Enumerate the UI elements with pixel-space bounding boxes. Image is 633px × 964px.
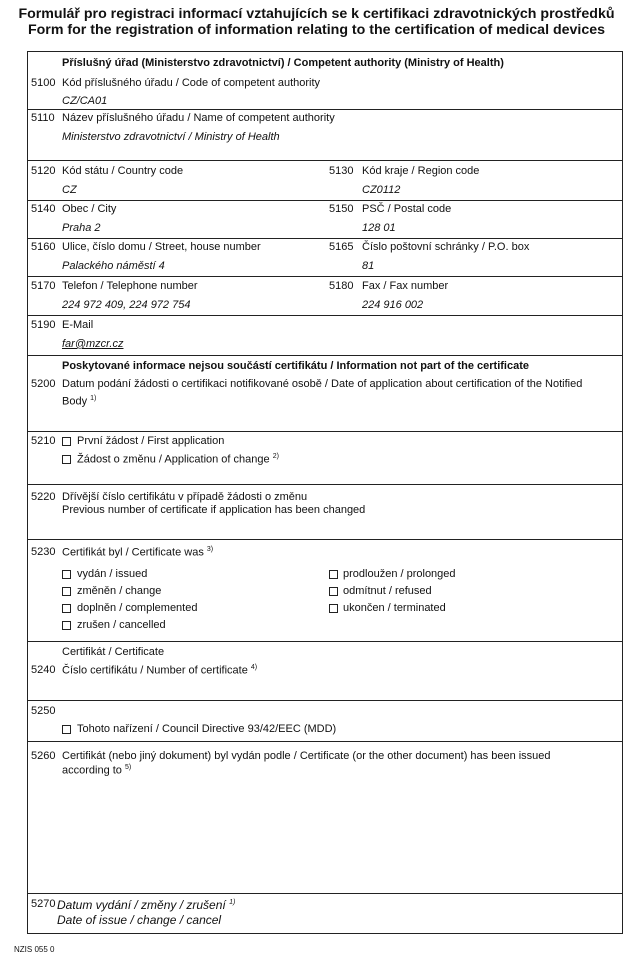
- field-value: Palackého náměstí 4: [62, 260, 165, 272]
- field-label: Číslo certifikátu / Number of certificate: [62, 664, 248, 677]
- row-divider: [27, 484, 623, 485]
- option-label: doplněn / complemented: [77, 602, 198, 614]
- field-value: Ministerstvo zdravotnictví / Ministry of Health: [62, 131, 280, 143]
- option-label: Tohoto nařízení / Council Directive 93/42/EEC (MDD): [77, 723, 337, 735]
- row-divider: [27, 160, 623, 161]
- field-code: 5140: [31, 203, 56, 215]
- checkbox[interactable]: [62, 455, 71, 464]
- email-value: far@mzcr.cz: [62, 338, 124, 350]
- field-label: Previous number of certificate if application has been changed: [62, 504, 366, 516]
- field-label: Datum vydání / změny / zrušení: [57, 898, 226, 912]
- form-code: NZIS 055 0: [14, 945, 55, 954]
- row-divider: [27, 109, 623, 110]
- field-label: Číslo poštovní schránky / P.O. box: [362, 241, 530, 253]
- footnote-ref: 4): [250, 664, 258, 671]
- field-code: 5210: [31, 435, 56, 447]
- field-label: Certifikát byl / Certificate was: [62, 546, 204, 559]
- field-label: Kód státu / Country code: [62, 165, 184, 177]
- field-label: Telefon / Telephone number: [62, 280, 198, 292]
- field-code: 5110: [31, 112, 55, 124]
- field-code: 5100: [31, 77, 56, 89]
- row-divider: [27, 700, 623, 701]
- field-value: 81: [362, 260, 375, 272]
- option-label: změněn / change: [77, 585, 162, 597]
- checkbox[interactable]: [62, 570, 71, 579]
- field-label: Ulice, číslo domu / Street, house number: [62, 241, 261, 253]
- row-divider: [27, 238, 623, 239]
- option-label: ukončen / terminated: [343, 602, 446, 614]
- option-label: zrušen / cancelled: [77, 619, 166, 631]
- field-label-wrap: [62, 664, 257, 677]
- field-label: Date of issue / change / cancel: [57, 913, 222, 927]
- field-label-wrap: [57, 898, 235, 912]
- field-label: Název příslušného úřadu / Name of competent authority: [62, 112, 335, 124]
- field-value: CZ0112: [362, 184, 401, 196]
- field-code: 5240: [31, 664, 56, 676]
- field-label: Kód příslušného úřadu / Code of competent authority: [62, 77, 321, 89]
- field-label-wrap: [62, 546, 213, 559]
- field-label: PSČ / Postal code: [362, 203, 452, 215]
- field-label-wrap: [62, 764, 131, 777]
- field-code: 5170: [31, 280, 56, 292]
- checkbox[interactable]: [62, 437, 71, 446]
- checkbox[interactable]: [329, 604, 338, 613]
- field-code: 5220: [31, 491, 56, 503]
- field-value: CZ/CA01: [62, 95, 108, 107]
- field-value: 128 01: [362, 222, 396, 234]
- option-label: Žádost o změnu / Application of change: [77, 453, 270, 466]
- field-value: Praha 2: [62, 222, 101, 234]
- field-label: E-Mail: [62, 319, 94, 331]
- form-title-en: Form for the registration of information relating to the certification of medical devices: [27, 22, 606, 38]
- field-label-part: Body: [62, 395, 88, 408]
- field-code: 5150: [329, 203, 354, 215]
- field-label: Certifikát (nebo jiný dokument) byl vydán podle / Certificate (or the other document) has been issued: [62, 750, 551, 762]
- info-heading: Poskytované informace nejsou součástí certifikátu / Information not part of the certificate: [62, 360, 529, 372]
- field-value: CZ: [62, 184, 77, 196]
- field-code: 5180: [329, 280, 354, 292]
- field-label: Obec / City: [62, 203, 117, 215]
- certificate-heading: Certifikát / Certificate: [62, 646, 165, 658]
- row-divider: [27, 355, 623, 356]
- checkbox[interactable]: [62, 621, 71, 630]
- option-label: odmítnut / refused: [343, 585, 432, 597]
- field-label: Kód kraje / Region code: [362, 165, 480, 177]
- row-divider: [27, 431, 623, 432]
- option-label: prodloužen / prolonged: [343, 568, 456, 580]
- field-code: 5200: [31, 378, 56, 390]
- row-divider: [27, 893, 623, 894]
- footnote-ref: 5): [125, 764, 132, 771]
- footnote-ref: 2): [272, 453, 279, 460]
- field-value: 224 972 409, 224 972 754: [62, 299, 191, 311]
- checkbox[interactable]: [62, 587, 71, 596]
- field-code: 5250: [31, 705, 56, 717]
- field-code: 5270: [31, 898, 56, 910]
- field-label: Fax / Fax number: [362, 280, 449, 292]
- row-divider: [27, 641, 623, 642]
- checkbox[interactable]: [329, 570, 338, 579]
- authority-heading: Příslušný úřad (Ministerstvo zdravotnictví) / Competent authority (Ministry of Health): [62, 57, 504, 69]
- field-label: Datum podání žádosti o certifikaci notifikované osobě / Date of application about certification of the Notified: [62, 378, 583, 390]
- option-label-wrap: [77, 453, 279, 466]
- field-code: 5160: [31, 241, 56, 253]
- field-code: 5260: [31, 750, 56, 762]
- row-divider: [27, 741, 623, 742]
- checkbox[interactable]: [329, 587, 338, 596]
- footnote-ref: 3): [206, 546, 214, 553]
- checkbox[interactable]: [62, 725, 71, 734]
- field-code: 5165: [329, 241, 354, 253]
- field-code: 5130: [329, 165, 354, 177]
- field-code: 5230: [31, 546, 56, 558]
- row-divider: [27, 200, 623, 201]
- option-label: vydán / issued: [77, 568, 148, 580]
- field-value: 224 916 002: [362, 299, 424, 311]
- row-divider: [27, 539, 623, 540]
- checkbox[interactable]: [62, 604, 71, 613]
- row-divider: [27, 315, 623, 316]
- field-label-cont: [62, 395, 96, 408]
- form-title-cz: Formulář pro registraci informací vztahujících se k certifikaci zdravotnických prostředků: [18, 6, 615, 22]
- footnote-ref: 1): [90, 395, 97, 402]
- field-code: 5190: [31, 319, 56, 331]
- option-label: První žádost / First application: [77, 435, 225, 447]
- footnote-ref: 1): [229, 899, 236, 906]
- field-label: Dřívější číslo certifikátu v případě žádosti o změnu: [62, 491, 308, 503]
- field-label: according to: [62, 764, 122, 777]
- row-divider: [27, 276, 623, 277]
- field-code: 5120: [31, 165, 56, 177]
